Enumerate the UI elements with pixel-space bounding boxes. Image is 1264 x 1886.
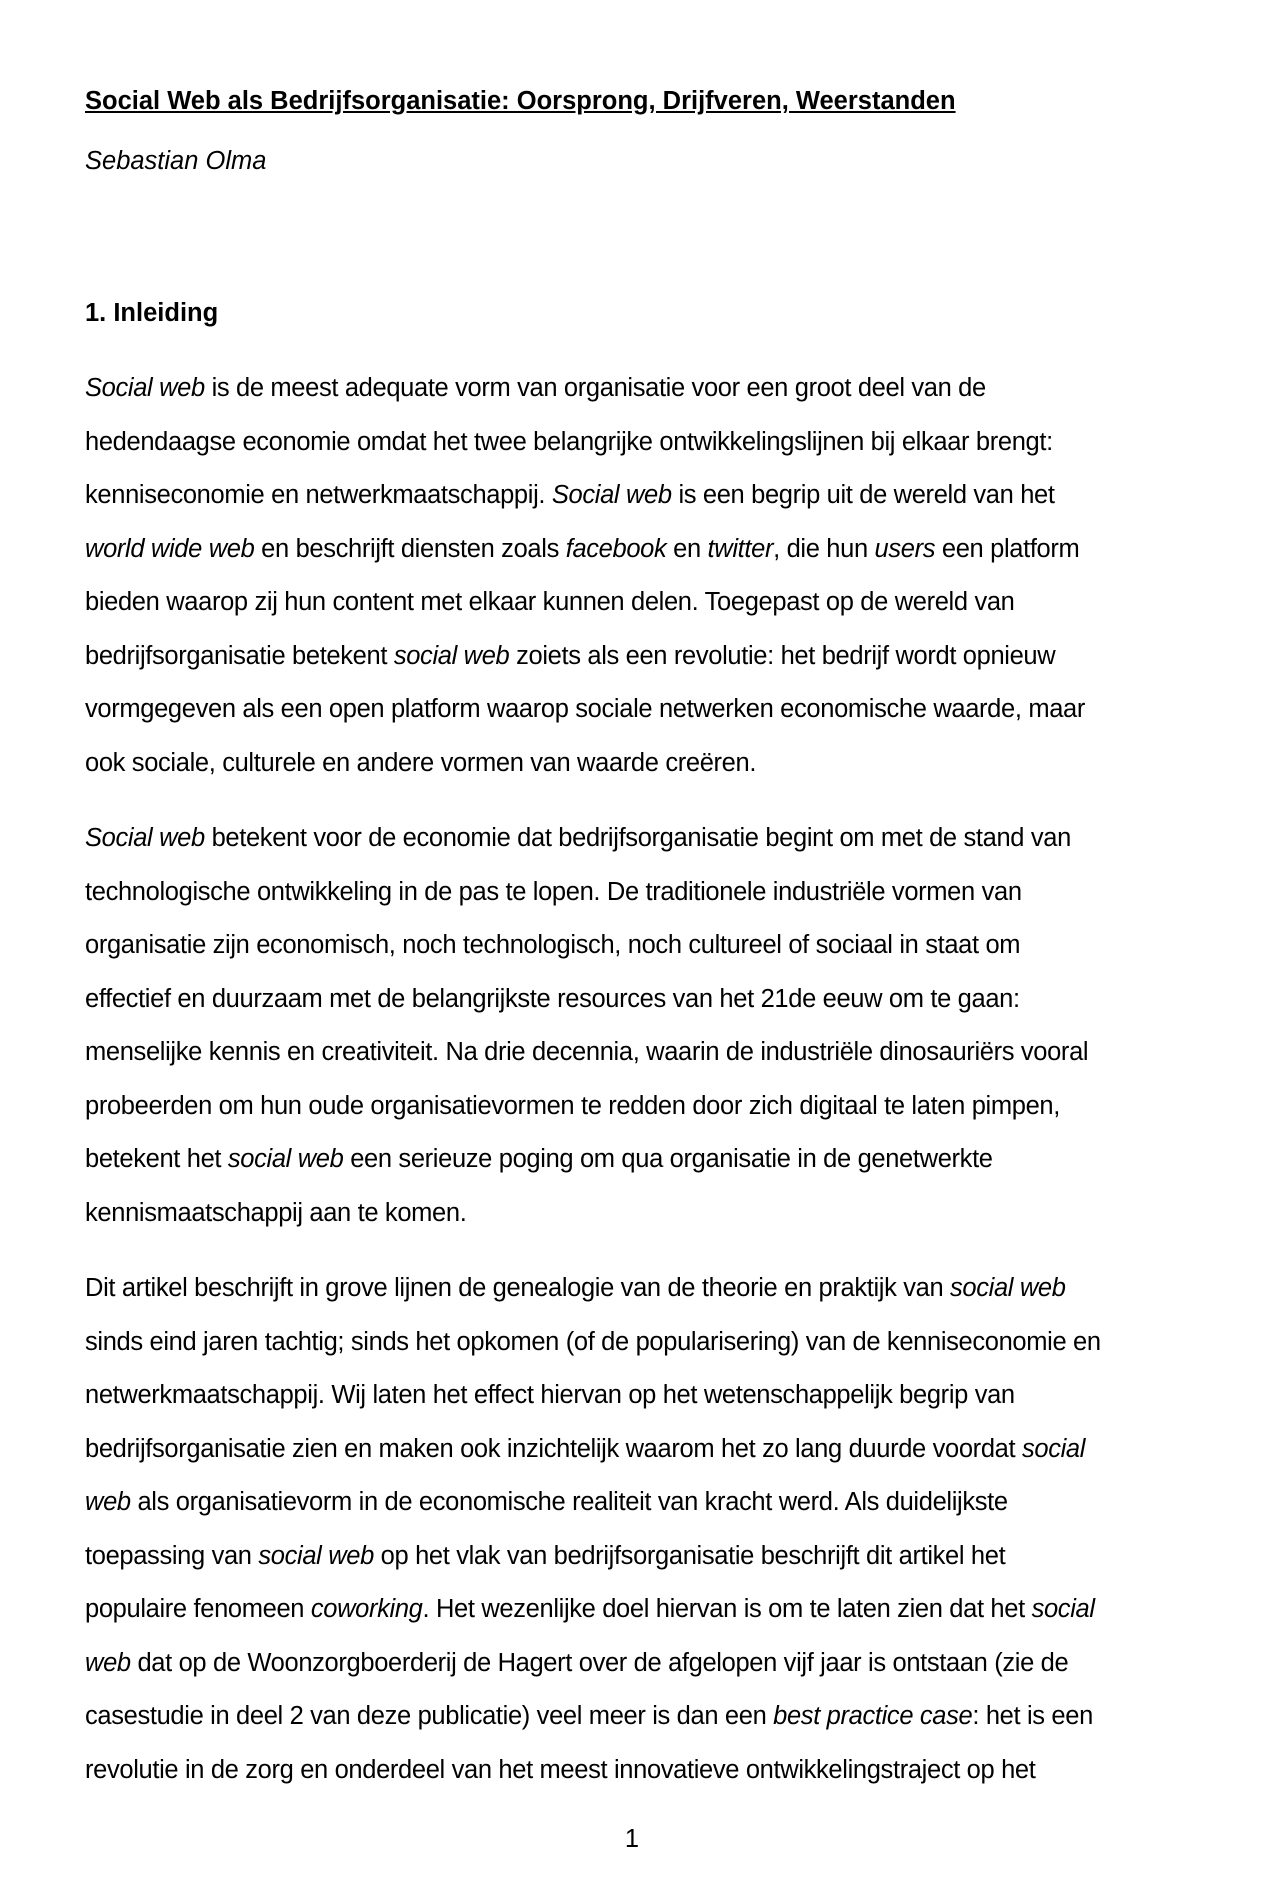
text-run: . Het wezenlijke doel hiervan is om te laten zien dat het (422, 1595, 1032, 1623)
text-run: op het vlak van bedrijfsorganisatie beschrijft dit artikel het (373, 1541, 1006, 1570)
text-run: kennismaatschappij aan te komen. (85, 1198, 467, 1227)
text-line (85, 630, 1195, 684)
text-run: dat op de Woonzorgboerderij de Hagert over de afgelopen vijf jaar is ontstaan (zie de (130, 1648, 1069, 1677)
text-run: is een begrip uit de wereld van het (671, 481, 1055, 509)
text-run: ook sociale, culturele en andere vormen van waarde creëren. (85, 748, 757, 777)
text-run: organisatie zijn economisch, noch technologisch, noch cultureel of sociaal in staat om (85, 931, 1021, 959)
text-run: bedrijfsorganisatie betekent (85, 641, 394, 670)
text-line (85, 737, 1195, 791)
paragraph-3 (85, 1262, 1195, 1797)
text-line (85, 362, 1195, 416)
text-line (85, 1187, 1195, 1241)
text-line (85, 1262, 1195, 1316)
text-run: zoiets als een revolutie: het bedrijf wordt opnieuw (509, 641, 1056, 670)
text-line (85, 1637, 1195, 1691)
text-run: Dit artikel beschrijft in grove lijnen de genealogie van de theorie en praktijk van (85, 1274, 951, 1302)
text-line (85, 1530, 1195, 1584)
text-run: en (666, 534, 708, 563)
italic-text-run: Social web (85, 824, 205, 852)
paragraph-1 (85, 362, 1195, 790)
text-line (85, 1690, 1195, 1744)
text-run: probeerden om hun oude organisatievormen te redden door zich digitaal te laten pimpen, (85, 1091, 1060, 1120)
italic-text-run: twitter (707, 534, 774, 563)
text-run: menselijke kennis en creativiteit. Na drie decennia, waarin de industriële dinosauriërs vooral (85, 1038, 1089, 1066)
text-run: is de meest adequate vorm van organisatie voor een groot deel van de (204, 374, 986, 402)
italic-text-run: web (85, 1648, 131, 1677)
paragraph-2 (85, 812, 1195, 1240)
text-run: een serieuze poging om qua organisatie in de genetwerkte (343, 1145, 993, 1173)
italic-text-run: Social web (85, 374, 205, 402)
document-author: Sebastian Olma (85, 147, 267, 175)
text-line (85, 1316, 1195, 1370)
text-run: sinds eind jaren tachtig; sinds het opkomen (of de popularisering) van de kenniseconomie en (85, 1327, 1101, 1356)
italic-text-run: social web (950, 1274, 1066, 1302)
text-run: vormgegeven als een open platform waarop sociale netwerken economische waarde, maar (85, 695, 1086, 723)
italic-text-run: social web (227, 1145, 344, 1173)
text-run: hedendaagse economie omdat het twee belangrijke ontwikkelingslijnen bij elkaar brengt: (85, 427, 1053, 456)
document-title: Social Web als Bedrijfsorganisatie: Oorsprong, Drijfveren, Weerstanden (85, 87, 956, 115)
text-line (85, 469, 1195, 523)
text-run: netwerkmaatschappij. Wij laten het effect hiervan op het wetenschappelijk begrip van (85, 1381, 1015, 1409)
text-line (85, 1026, 1195, 1080)
text-line (85, 576, 1195, 630)
italic-text-run: social (1031, 1595, 1095, 1623)
text-line (85, 919, 1195, 973)
italic-text-run: web (85, 1488, 131, 1516)
text-line (85, 1744, 1195, 1798)
text-run: populaire fenomeen (85, 1595, 311, 1623)
document-body (85, 82, 1195, 1797)
text-line (85, 416, 1195, 470)
italic-text-run: coworking (310, 1595, 423, 1623)
text-run: casestudie in deel 2 van deze publicatie) veel meer is dan een (85, 1702, 774, 1730)
section-heading: 1. Inleiding (85, 299, 219, 327)
text-line (85, 683, 1195, 737)
text-line (85, 1133, 1195, 1187)
italic-text-run: facebook (565, 534, 667, 563)
text-line (85, 812, 1195, 866)
text-line (85, 1583, 1195, 1637)
text-line (85, 1476, 1195, 1530)
italic-text-run: social (1021, 1434, 1086, 1463)
italic-text-run: users (874, 534, 936, 563)
text-line (85, 1423, 1195, 1477)
text-run: revolutie in de zorg en onderdeel van het meest innovatieve ontwikkelingstraject op het (85, 1755, 1036, 1784)
text-line (85, 1080, 1195, 1134)
italic-text-run: social web (393, 641, 510, 670)
text-run: bieden waarop zij hun content met elkaar kunnen delen. Toegepast op de wereld van (85, 588, 1015, 616)
text-run: toepassing van (85, 1541, 259, 1570)
text-run: technologische ontwikkeling in de pas te lopen. De traditionele industriële vormen van (85, 877, 1022, 906)
text-line (85, 1369, 1195, 1423)
text-run: : het is een (972, 1702, 1093, 1730)
page-number: 1 (624, 1825, 640, 1853)
italic-text-run: best practice case (773, 1702, 973, 1730)
text-run: een platform (935, 534, 1080, 563)
italic-text-run: world wide web (85, 534, 255, 563)
italic-text-run: social web (258, 1541, 374, 1570)
text-run: en beschrijft diensten zoals (254, 534, 566, 563)
text-run: , die hun (773, 534, 875, 563)
text-run: als organisatievorm in de economische realiteit van kracht werd. Als duidelijkste (130, 1488, 1008, 1516)
text-run: betekent voor de economie dat bedrijfsorganisatie begint om met de stand van (204, 824, 1071, 852)
text-run: kenniseconomie en netwerkmaatschappij. (85, 481, 552, 509)
text-run: bedrijfsorganisatie zien en maken ook inzichtelijk waarom het zo lang duurde voordat (85, 1434, 1022, 1463)
text-run: effectief en duurzaam met de belangrijkste resources van het 21de eeuw om te gaan: (85, 984, 1020, 1013)
text-line (85, 866, 1195, 920)
italic-text-run: Social web (551, 481, 672, 509)
text-line (85, 523, 1195, 577)
text-run: betekent het (85, 1145, 228, 1173)
text-line (85, 973, 1195, 1027)
